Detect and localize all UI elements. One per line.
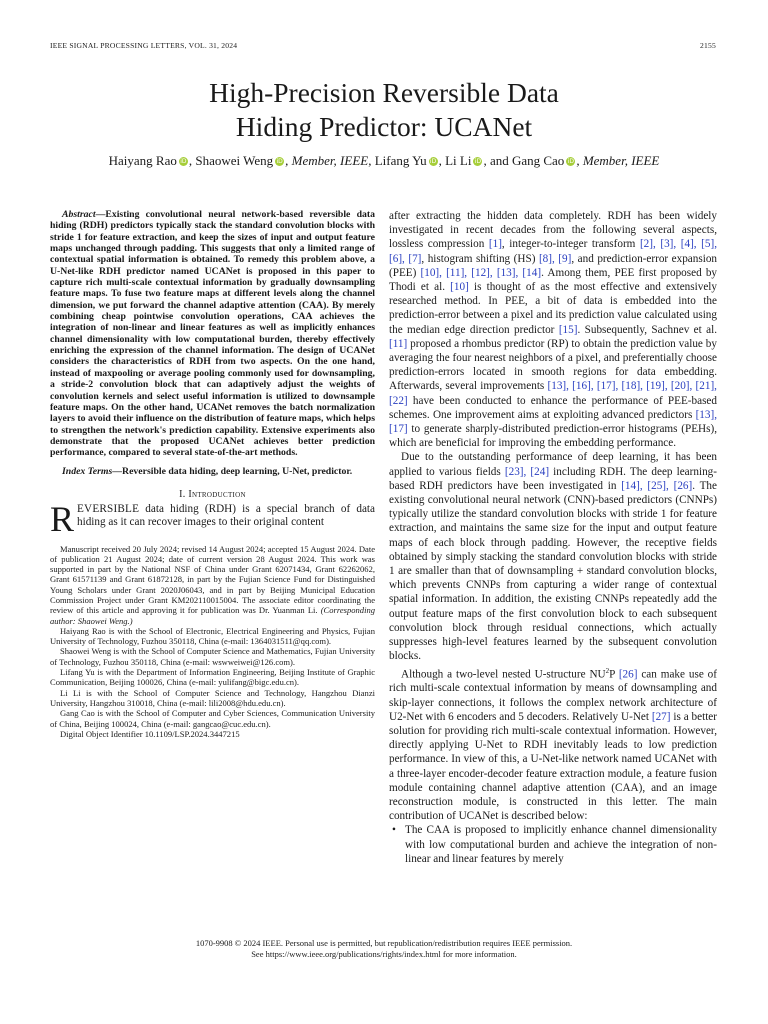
footnote-text: Manuscript received 20 July 2024; revised 14 August 2024; accepted 15 August 2024. Date of publication 21 August 2024; date of current version 28 August 2024. This work was supported in part by the National NSF of China under Grant 62071434, Grant 62262062, Grant 61571139 and Grant 61872128, in part by the Fujian Science Fund for Distinguished Young Scholars under Grant 2020J06043, and in part by Beijing Municipal Education Commission Project under Grant KM202110015004. The associate editor coordinating the review of this article and approving it for publication was Dr. Yuanman Li.: [50, 543, 375, 616]
superscript: 2: [605, 666, 610, 675]
orcid-icon[interactable]: iD: [567, 158, 574, 165]
section-heading: [50, 489, 375, 500]
citation-link[interactable]: [27]: [651, 710, 671, 723]
abstract-label: Abstract: [62, 209, 96, 220]
bullet-icon: •: [392, 824, 396, 837]
body-text: . Subsequently, Sachnev et al.: [577, 323, 718, 336]
body-text: is a better solution for providing rich multi-scale contextual information. However, directly applying U-Net to RDH inevitably leads to low prediction performance. In view of this, a U-Net-like network named UCANet with a three-layer encoder-decoder feature extraction module, a feature fusion module containing channel adaptive attention (CAA), and an image reconstruction module, is constructed in this letter. The main contribution of UCANet is described below:: [389, 710, 717, 823]
footnote-affiliation: Gang Cao is with the School of Computer and Cyber Sciences, Communication University of China, Beijing 100024, China (e-mail: gangcao@cuc.edu.cn).: [50, 708, 375, 729]
author-role: , Member, IEEE: [576, 153, 660, 168]
body-text: proposed a rhombus predictor (RP) to obtain the prediction value by averaging the four nearest neighbors of a pixel, and preferentially choose prediction-errors located in smooth regions for data embedding. Afterwards, several improvements: [389, 337, 717, 393]
page-number: 2155: [700, 41, 716, 50]
title-line-2: Hiding Predictor: UCANet: [235, 111, 533, 142]
body-text: , and prediction-error expansion (PEE): [389, 252, 718, 279]
running-header: IEEE SIGNAL PROCESSING LETTERS, VOL. 31, 2024: [50, 41, 238, 50]
citation-link[interactable]: [13], [17]: [389, 408, 717, 436]
footnote-doi: Digital Object Identifier 10.1109/LSP.2024.3447215: [60, 728, 240, 739]
copyright-footer: [0, 938, 768, 960]
corresponding-author: (Corresponding author: Shaowei Weng.): [50, 605, 375, 626]
citation-link[interactable]: [1]: [488, 238, 502, 251]
author-name: , Lifang Yu: [368, 153, 427, 168]
body-paragraph: [389, 664, 717, 824]
body-paragraph: [389, 450, 717, 663]
author-name: Haiyang Rao: [108, 153, 177, 168]
body-text: is thought of as the most effective and extensively researched method. In PEE, a bit of data is embedded into the prediction-error between a pixel and its prediction value calculated using the median edge direction predictor: [389, 281, 717, 336]
body-text: P: [609, 668, 619, 681]
citation-link[interactable]: [8], [9]: [538, 252, 572, 265]
section-number: I.: [179, 488, 189, 500]
citation-link[interactable]: [11]: [389, 337, 408, 350]
footnote-manuscript: [50, 544, 375, 626]
body-text: Due to the outstanding performance of deep learning, it has been applied to various fields: [389, 451, 717, 478]
title-line-1: High-Precision Reversible Data: [209, 77, 559, 108]
body-text: . The existing convolutional neural network (CNN)-based predictors (CNNPs) typically utilize the standard convolution blocks with stride 1 for feature extraction, and maintains the same size for the input and output feature maps of each block through padding. However, the receptive fields obtained by simply stacking the standard convolution blocks with stride 1 are smaller than that of downsampling + standard convolution blocks, which prevents CNNPs from capturing a wider range of contextual spatial information. In addition, the existing CNNPs repeatedly add the output feature maps of the first convolution block to each subsequent convolution block through residual connections, which actually suppresses high-level features learned by the subsequent convolution blocks.: [389, 479, 717, 663]
body-text: including RDH. The deep learning-based RDH predictors have been investigated in: [389, 465, 717, 492]
intro-text: data hiding (RDH) is a special branch of data hiding as it can recover images to their original content: [77, 502, 375, 529]
body-text: , histogram shifting (HS): [421, 252, 539, 265]
citation-link[interactable]: [10]: [450, 281, 469, 294]
orcid-icon[interactable]: iD: [429, 158, 437, 165]
citation-link[interactable]: [15]: [558, 323, 578, 336]
citation-link[interactable]: [26]: [618, 668, 638, 681]
orcid-icon[interactable]: iD: [276, 158, 283, 165]
body-text: Although a two-level nested U-structure NU: [401, 668, 606, 681]
drop-cap: R: [50, 498, 75, 539]
rights-link-line: See https://www.ieee.org/publications/rights/index.html for more information.: [251, 949, 517, 959]
footnote-affiliation: Shaowei Weng is with the School of Computer Science and Mathematics, Fujian University of Technology, Fuzhou 350118, China (e-mail: wswweiwei@126.com).: [50, 646, 375, 667]
copyright-line: 1070-9908 © 2024 IEEE. Personal use is permitted, but republication/redistribution requires IEEE permission.: [195, 938, 573, 948]
abstract: [50, 209, 375, 459]
author-name: , and Gang Cao: [483, 153, 565, 168]
body-text: have been conducted to enhance the performance of PEE-based schemes. One improvement aims at exploiting advanced predictors: [389, 394, 717, 421]
contribution-bullet: [389, 823, 717, 866]
body-text: . Among them, PEE first proposed by Thodi et al.: [389, 266, 718, 294]
author-name: , Shaowei Weng: [188, 153, 274, 168]
intro-first-word: EVERSIBLE: [77, 502, 140, 515]
orcid-icon[interactable]: iD: [180, 158, 187, 165]
body-text: , integer-to-integer transform: [501, 238, 640, 251]
left-column: [50, 209, 375, 739]
section-title: Introduction: [188, 488, 246, 500]
citation-link[interactable]: [14], [25], [26]: [621, 479, 693, 492]
footnote-affiliation: Li Li is with the School of Computer Science and Technology, Hangzhou Dianzi University, Hangzhou 310018, China (e-mail: lili2008@hdu.edu.cn).: [50, 687, 375, 708]
citation-link[interactable]: [23], [24]: [504, 465, 550, 478]
index-terms-label: Index Terms: [62, 465, 113, 477]
orcid-icon[interactable]: iD: [474, 158, 482, 165]
body-text: to generate sharply-distributed prediction-error histograms (PEHs), which are beneficial for improving the embedding performance.: [389, 423, 717, 450]
footnote-affiliation: Haiyang Rao is with the School of Electronic, Electrical Engineering and Physics, Fujian University of Technology, Fuzhou 350118, China (e-mail: 1364031511@qq.com).: [50, 625, 375, 647]
citation-link[interactable]: [13], [16], [17], [18], [19], [20], [21], [22]: [389, 380, 717, 407]
footnote-affiliation: Lifang Yu is with the Department of Information Engineering, Beijing Institute of Graphic Communication, Beijing 100026, China (e-mail: yulifang@bigc.edu.cn).: [50, 667, 375, 688]
body-text: after extracting the hidden data completely. RDH has been widely investigated in recent decades from the following several aspects, lossless compression: [389, 210, 717, 251]
author-name: , Li Li: [438, 153, 472, 168]
paper-title: [0, 76, 768, 144]
right-column: [389, 209, 717, 866]
bullet-text: The CAA is proposed to implicitly enhance channel dimensionality with low computational burden and achieve the integration of non-linear and linear features by merely: [405, 824, 717, 865]
body-paragraph: [389, 209, 717, 450]
intro-paragraph: [50, 498, 375, 539]
author-role: , Member, IEEE: [285, 153, 369, 168]
index-terms-text: —Reversible data hiding, deep learning, U-Net, predictor.: [112, 465, 353, 477]
abstract-text: —Existing convolutional neural network-based reversible data hiding (RDH) predictors typically stack the standard convolution blocks with stride 1 for feature extraction, and keep the sizes of input and output feature maps unchanged through padding. This suggests that only a limited range of contextual spatial information is obtained. To remedy this problem above, a U-Net-like RDH predictor named UCANet is proposed in this paper to capture rich multi-scale contextual information by gradually downsampling feature maps. To fuse two feature maps at different levels along the channel dimension, we put forward the channel adaptive attention (CAA). By merely combining cheap pointwise convolution operations, CAA achieves the integration of non-linear and linear features as well as implicitly enhances channel dimensionality with low computational burden, thereby effectively enriching the expression of the channel information. The design of UCANet considers the characteristics of RDH from two aspects. On the one hand, instead of maxpooling or average pooling commonly used for downsampling, a stride-2 convolution block that can adaptively adjust the weights of convolution kernels and select useful information is utilized to downsample feature maps. On the other hand, UCANet removes the batch normalization layers to avoid their influence on the distribution of feature maps, which helps to strengthen the network's prediction capability. Extensive experiments also demonstrate that the proposed UCANet achieves better prediction performance, compared to several state-of-the-art methods.: [50, 209, 375, 459]
citation-link[interactable]: [2], [3], [4], [5], [6], [7]: [389, 238, 718, 265]
author-list: [0, 152, 768, 170]
index-terms: [50, 466, 375, 477]
body-text: can make use of rich multi-scale contextual information by means of downsampling and skip-layer connections, it follows the complex network architecture of U2-Net with 6 encoders and 5 decoders. Relatively U-Net: [389, 668, 717, 723]
citation-link[interactable]: [10], [11], [12], [13], [14]: [420, 266, 542, 279]
